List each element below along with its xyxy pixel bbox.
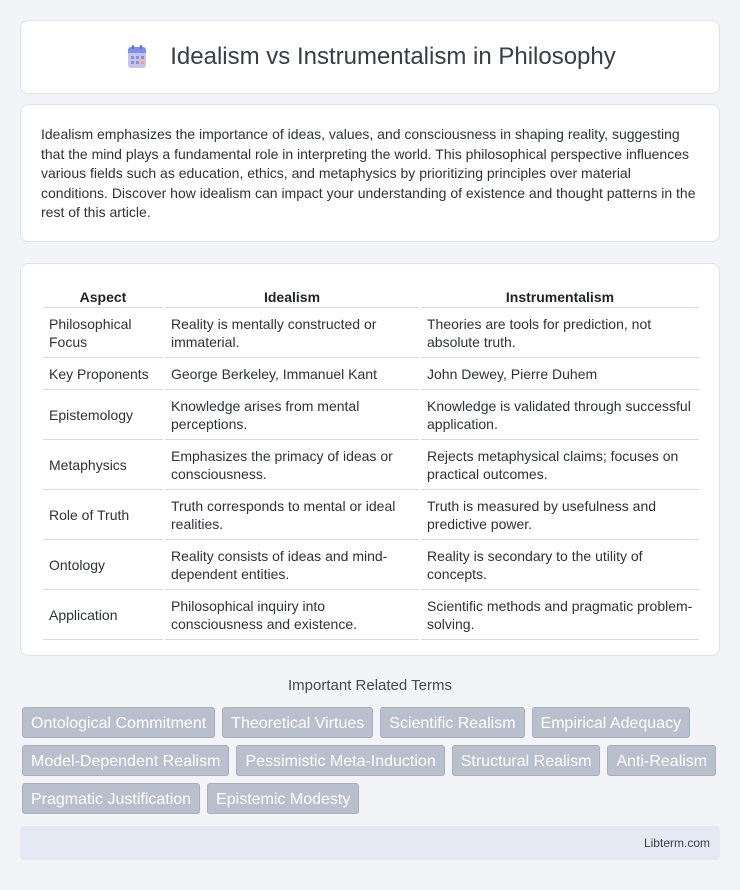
- cell-idealism: George Berkeley, Immanuel Kant: [165, 358, 419, 390]
- cell-idealism: Reality is mentally constructed or immaterial.: [165, 308, 419, 358]
- cell-instrumentalism: Reality is secondary to the utility of concepts.: [421, 540, 699, 590]
- cell-aspect: Application: [43, 590, 163, 640]
- table-row: [43, 358, 699, 390]
- table-row: [43, 308, 699, 358]
- cell-aspect: Ontology: [43, 540, 163, 590]
- cell-aspect: Philosophical Focus: [43, 308, 163, 358]
- table-header-row: [43, 284, 699, 308]
- tag-empirical-adequacy[interactable]: Empirical Adequacy: [532, 707, 691, 738]
- page-title: Idealism vs Instrumentalism in Philosophy: [170, 43, 616, 70]
- cell-instrumentalism: Rejects metaphysical claims; focuses on practical outcomes.: [421, 440, 699, 490]
- cell-aspect: Metaphysics: [43, 440, 163, 490]
- tag-ontological-commitment[interactable]: Ontological Commitment: [22, 707, 215, 738]
- cell-idealism: Truth corresponds to mental or ideal realities.: [165, 490, 419, 540]
- intro-paragraph: Idealism emphasizes the importance of ideas, values, and consciousness in shaping reality, suggesting that the mind plays a fundamental role in interpreting the world. This philosophical perspective influences various fields such as education, ethics, and metaphysics by prioritizing principles over material conditions. Discover how idealism can impact your understanding of existence and thought patterns in the rest of this article.: [41, 126, 696, 220]
- footer-site-link[interactable]: Libterm.com: [643, 836, 710, 850]
- cell-idealism: Philosophical inquiry into consciousness and existence.: [165, 590, 419, 640]
- tag-scientific-realism[interactable]: Scientific Realism: [380, 707, 524, 738]
- intro-card: [20, 104, 720, 242]
- cell-instrumentalism: Truth is measured by usefulness and predictive power.: [421, 490, 699, 540]
- header-aspect: Aspect: [43, 284, 163, 308]
- cell-instrumentalism: Scientific methods and pragmatic problem-solving.: [421, 590, 699, 640]
- table-row: [43, 540, 699, 590]
- cell-idealism: Reality consists of ideas and mind-dependent entities.: [165, 540, 419, 590]
- cell-instrumentalism: Theories are tools for prediction, not absolute truth.: [421, 308, 699, 358]
- header-idealism: Idealism: [165, 284, 419, 308]
- tag-structural-realism[interactable]: Structural Realism: [452, 745, 601, 776]
- comparison-table: [41, 284, 701, 640]
- cell-instrumentalism: Knowledge is validated through successful application.: [421, 390, 699, 440]
- tag-epistemic-modesty[interactable]: Epistemic Modesty: [207, 783, 359, 814]
- cell-aspect: Role of Truth: [43, 490, 163, 540]
- tag-anti-realism[interactable]: Anti-Realism: [607, 745, 716, 776]
- header-instrumentalism: Instrumentalism: [421, 284, 699, 308]
- tag-model-dependent-realism[interactable]: Model-Dependent Realism: [22, 745, 229, 776]
- table-row: [43, 440, 699, 490]
- cell-instrumentalism: John Dewey, Pierre Duhem: [421, 358, 699, 390]
- table-row: [43, 390, 699, 440]
- tag-pragmatic-justification[interactable]: Pragmatic Justification: [22, 783, 200, 814]
- title-card: [20, 20, 720, 94]
- cell-idealism: Knowledge arises from mental perceptions.: [165, 390, 419, 440]
- cell-aspect: Epistemology: [43, 390, 163, 440]
- tag-pessimistic-meta-induction[interactable]: Pessimistic Meta-Induction: [236, 745, 444, 776]
- related-terms-title: Important Related Terms: [288, 677, 452, 694]
- table-row: [43, 590, 699, 640]
- cell-aspect: Key Proponents: [43, 358, 163, 390]
- footer: [20, 826, 720, 860]
- cell-idealism: Emphasizes the primacy of ideas or consciousness.: [165, 440, 419, 490]
- related-terms-tags: [22, 707, 722, 814]
- tag-theoretical-virtues[interactable]: Theoretical Virtues: [222, 707, 373, 738]
- table-row: [43, 490, 699, 540]
- comparison-table-card: [20, 263, 720, 656]
- document-icon: [124, 44, 150, 70]
